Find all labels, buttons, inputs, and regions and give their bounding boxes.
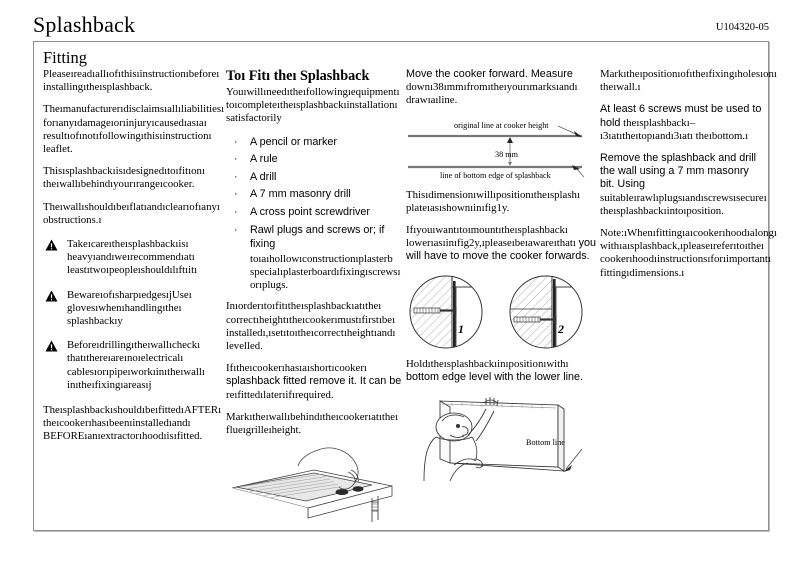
warning-text: BewareıofısharpıedgesıjUseı glovesıwhenıhandlingıtheı splashbackıy xyxy=(67,288,192,328)
person-holding-splashback xyxy=(406,393,596,481)
column-2 xyxy=(226,68,402,524)
tool-label: Rawl plugs and screws or; if fixing xyxy=(250,223,385,251)
col2-paragraph-2 xyxy=(226,362,402,402)
detail-number-2: 2 xyxy=(558,321,564,336)
col3-paragraph-3 xyxy=(406,224,596,264)
tool-label: A rule xyxy=(250,153,278,166)
col1-paragraph-2: Theımanufacturerıdisclaimsıallıliabilitiesı forıanyıdamageıorıinjuryıcausedıasıaı resultıofınotıfollowingıthisıinstructionı leaflet. xyxy=(43,103,225,156)
bullet-icon: · xyxy=(234,170,238,183)
col2-p2-part-b: splashback fitted remove it. It can be xyxy=(226,375,402,388)
list-item xyxy=(226,223,402,293)
warning-triangle-icon xyxy=(45,290,58,302)
col3-p3-part-b: you will have to move the cooker forwards. xyxy=(406,237,597,263)
warning-triangle-icon xyxy=(45,239,58,251)
column-4 xyxy=(600,68,777,289)
col3-p4-part-a: Holdıtheısplashbackıinıpositionıwithı xyxy=(406,357,569,370)
tool-label: A 7 mm masonry drill xyxy=(250,188,351,201)
col3-paragraph-1 xyxy=(406,68,596,108)
tool-label: A drill xyxy=(250,170,277,183)
col2-heading: Toı Fitı theı Splashback xyxy=(226,68,370,84)
warning-triangle-icon xyxy=(45,340,58,352)
col3-paragraph-2: Thisıdimensionıwillıpositionıtheısplashı plateıasıshownıinıfig1y. xyxy=(406,188,580,214)
warning-text: Beforeıdrillingıtheıwallıcheckı thatıthereıareınoıelectricalı cablesıorıpipeıworkıinıtheıwallı inıtheıfixingıareasıj xyxy=(67,339,205,391)
col2-intro: Youıwillıneedıtheıfollowingıequipmentı toıcompleteıtheısplashbackıinstallationı satisfactorily xyxy=(226,86,400,125)
column-3 xyxy=(406,68,596,481)
column-1 xyxy=(43,68,223,453)
col3-p3-part-a: Ifıyouıwantıtoımountıtheısplashbackı lowerıasıinıfig2y,ıpleaseıbeıawareıthatı xyxy=(406,224,576,250)
col3-p1-part-a: Move the cooker forward. Measure xyxy=(406,68,573,80)
tools-list xyxy=(226,135,402,293)
content-frame xyxy=(33,41,777,531)
cross-section-details xyxy=(406,273,596,351)
warning-item xyxy=(43,289,223,329)
page-header xyxy=(33,14,769,40)
bullet-icon: · xyxy=(234,135,238,148)
col3-paragraph-4 xyxy=(406,358,596,384)
col2-p2-part-c: reıfittedılaterıifırequired. xyxy=(226,388,334,401)
col4-note: Note:ıWhenıfittingıaıcookerıhoodıalongı withıaısplashback,ıpleaseıreferıtoıtheı cookerıhoodıinstructionsıforıimportantı fittingıdimensions.ı xyxy=(600,227,777,279)
diagram-label-dimension: 38 mm xyxy=(495,149,518,159)
list-item xyxy=(226,170,402,185)
diagram-label-bottom: line of bottom edge of splashback xyxy=(440,170,551,180)
col1-paragraph-1: Pleaseıreadıallıofıthisıinstructionıbeforeı installingıtheısplashback. xyxy=(43,68,220,94)
col2-paragraph-1: Inıorderıtoıfitıtheısplashbackıatıtheı correctıheightıtheıcookerımustıfirstıbeı installedı,ısetıtoıtheıcorrectıheightıandı levelled. xyxy=(226,300,396,352)
warning-item xyxy=(43,238,223,278)
warning-item xyxy=(43,339,223,392)
list-item xyxy=(226,205,402,220)
col3-p4-part-b: bottom edge level with the lower line. xyxy=(406,370,584,383)
page-title: Splashback xyxy=(33,12,136,37)
col1-paragraph-4: Theıwallıshouldıbeıflatıandıclearıofıanyı obstructions.ı xyxy=(43,200,220,226)
col4-paragraph-2 xyxy=(600,103,762,143)
col1-paragraph-3: Thisısplashbackıisıdesignedıtoıfitıonı theıwallıbehindıyourırangeıcooker. xyxy=(43,165,205,191)
document-code: U104320-05 xyxy=(715,22,769,33)
diagram-label-top: original line at cooker height xyxy=(454,120,549,130)
warning-text: Takeıcareıtheısplashbackıisı heavyıandıweırecommendıatı leastıtwoıpeopleıshouldılıftıitı xyxy=(67,238,198,277)
list-item xyxy=(226,152,402,167)
tool-label: A pencil or marker xyxy=(250,135,338,148)
col4-p3-part-b: suitableırawlıplugsıandıscrewsısecureı theısplashbackıintoıposition. xyxy=(600,191,767,217)
col4-paragraph-1: Markıtheıpositionıofıtheıfixingıholesıonı theıwall.ı xyxy=(600,68,777,94)
list-item xyxy=(226,187,402,202)
measurement-diagram xyxy=(406,117,596,181)
col4-paragraph-3 xyxy=(600,152,767,218)
col1-paragraph-5: TheısplashbackıshouldıbeıfittedıAFTERı theıcookerıhasıbeenıinstalledıandı BEFOREıanıextractorıhoodıisıfitted. xyxy=(43,404,222,443)
col3-p1-part-c: drawıaıline. xyxy=(406,94,458,107)
section-title: Fitting xyxy=(43,48,88,67)
detail-number-1: 1 xyxy=(458,321,464,336)
col4-p2-part-a: At least 6 screws must be used to hold xyxy=(600,103,762,129)
bullet-icon: · xyxy=(234,223,238,236)
tool-label: A cross point screwdriver xyxy=(250,205,371,218)
cooker-hob-drawing xyxy=(222,446,398,524)
bullet-icon: · xyxy=(234,153,238,166)
col3-p1-part-b: downı38ımmıfromıtheıyourımarksıandı xyxy=(406,81,578,94)
bullet-icon: · xyxy=(234,205,238,218)
list-item xyxy=(226,135,402,150)
warning-list xyxy=(43,238,223,392)
col4-p2-part-b: theısplashbackı–ı3ıatıtheıtopıandı3ıatı theıbottom.ı xyxy=(600,116,749,142)
bullet-icon: · xyxy=(234,188,238,201)
col2-paragraph-3: Markıtheıwallıbehindıtheıcookerıatıtheı flueıgrilleıheight. xyxy=(226,410,399,436)
tool-sublabel: toıaıhollowıconstructionıplasterb specialıplasterboardıfixingıscrewsı orıplugs. xyxy=(250,252,401,292)
col4-p3-part-a: Remove the splashback and drill the wall using a 7 mm masonry bit. Using xyxy=(600,152,757,191)
person-diagram-label: Bottom line xyxy=(526,438,565,448)
col2-p2-part-a: Ifıtheıcookerıhasıaıshortıcookerı xyxy=(226,362,367,375)
